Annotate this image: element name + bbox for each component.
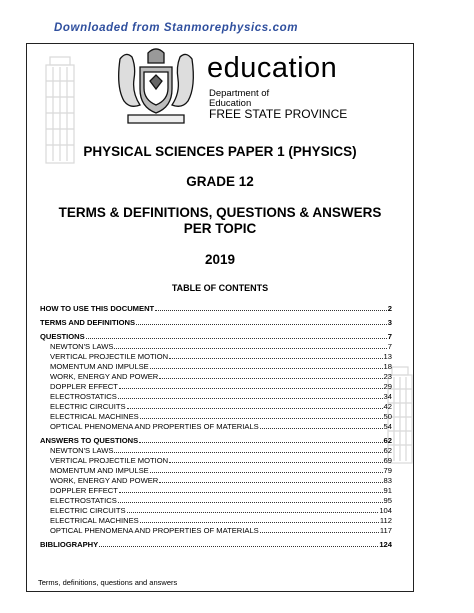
toc-leader xyxy=(155,309,387,311)
toc-label: TERMS AND DEFINITIONS xyxy=(40,318,136,327)
toc-row[interactable] xyxy=(40,476,392,486)
toc-page: 3 xyxy=(387,318,392,327)
toc-row[interactable] xyxy=(40,456,392,466)
toc-page: 112 xyxy=(379,516,392,525)
toc-label: NEWTON'S LAWS xyxy=(50,446,114,455)
toc-leader xyxy=(114,451,382,453)
page-footer: Terms, definitions, questions and answers xyxy=(38,578,178,587)
toc-page: 62 xyxy=(383,446,392,455)
toc-row[interactable] xyxy=(40,304,392,314)
toc-leader xyxy=(169,461,382,463)
toc-row[interactable] xyxy=(40,506,392,516)
toc-page: 50 xyxy=(383,412,392,421)
toc-row[interactable] xyxy=(40,352,392,362)
toc-page: 23 xyxy=(383,372,392,381)
toc-leader xyxy=(260,531,379,533)
toc-label: MOMENTUM AND IMPULSE xyxy=(50,466,149,475)
toc-leader xyxy=(140,521,379,523)
toc-leader xyxy=(159,377,382,379)
toc-row[interactable] xyxy=(40,318,392,328)
toc-leader xyxy=(127,511,379,513)
toc-label: HOW TO USE THIS DOCUMENT xyxy=(40,304,155,313)
education-label: Education xyxy=(209,98,252,109)
toc-label: BIBLIOGRAPHY xyxy=(40,540,99,549)
download-banner[interactable]: Downloaded from Stanmorephysics.com xyxy=(54,22,299,34)
toc-leader xyxy=(260,427,383,429)
toc-row[interactable] xyxy=(40,342,392,352)
toc-label: ANSWERS TO QUESTIONS xyxy=(40,436,139,445)
toc-row[interactable] xyxy=(40,486,392,496)
toc-label: ELECTROSTATICS xyxy=(50,496,117,505)
toc-page: 104 xyxy=(379,506,392,515)
toc-page: 83 xyxy=(383,476,392,485)
toc-leader xyxy=(150,367,383,369)
toc-label: MOMENTUM AND IMPULSE xyxy=(50,362,149,371)
toc-row[interactable] xyxy=(40,516,392,526)
toc-label: QUESTIONS xyxy=(40,332,85,341)
toc-label: ELECTRIC CIRCUITS xyxy=(50,506,126,515)
toc-leader xyxy=(136,323,387,325)
toc-row[interactable] xyxy=(40,362,392,372)
toc-label: ELECTRICAL MACHINES xyxy=(50,516,139,525)
toc-leader xyxy=(159,481,382,483)
toc-leader xyxy=(114,347,386,349)
subtitle-line-1: TERMS & DEFINITIONS, QUESTIONS & ANSWERS xyxy=(58,205,382,220)
toc-label: ELECTRICAL MACHINES xyxy=(50,412,139,421)
toc-label: DOPPLER EFFECT xyxy=(50,486,118,495)
education-logo-word: education xyxy=(207,52,338,84)
toc-row[interactable] xyxy=(40,422,392,432)
toc-leader xyxy=(140,417,383,419)
toc-row[interactable] xyxy=(40,382,392,392)
toc-row[interactable] xyxy=(40,466,392,476)
toc-page: 7 xyxy=(387,342,392,351)
toc-row[interactable] xyxy=(40,392,392,402)
toc-row[interactable] xyxy=(40,412,392,422)
toc-label: WORK, ENERGY AND POWER xyxy=(50,372,159,381)
toc-row[interactable] xyxy=(40,540,392,550)
toc-row[interactable] xyxy=(40,332,392,342)
toc-row[interactable] xyxy=(40,446,392,456)
toc-leader xyxy=(86,337,387,339)
toc-page: 29 xyxy=(383,382,392,391)
toc-label: NEWTON'S LAWS xyxy=(50,342,114,351)
toc-page: 13 xyxy=(383,352,392,361)
toc-label: VERTICAL PROJECTILE MOTION xyxy=(50,352,169,361)
province-label: FREE STATE PROVINCE xyxy=(209,107,348,121)
toc-leader xyxy=(118,397,383,399)
department-of-label: Department of xyxy=(209,88,270,99)
toc-page: 34 xyxy=(383,392,392,401)
paper-title: PHYSICAL SCIENCES PAPER 1 (PHYSICS) xyxy=(83,144,357,159)
toc-page: 7 xyxy=(387,332,392,341)
year-title: 2019 xyxy=(204,252,236,267)
toc-leader xyxy=(127,407,383,409)
toc-leader xyxy=(139,441,382,443)
toc-page: 124 xyxy=(379,540,392,549)
toc-page: 95 xyxy=(383,496,392,505)
toc-heading: TABLE OF CONTENTS xyxy=(171,283,269,293)
toc-label: WORK, ENERGY AND POWER xyxy=(50,476,159,485)
grade-title: GRADE 12 xyxy=(186,174,254,189)
toc-page: 2 xyxy=(387,304,392,313)
toc-leader xyxy=(99,545,378,547)
toc-page: 69 xyxy=(383,456,392,465)
toc-leader xyxy=(118,501,383,503)
toc-label: ELECTRIC CIRCUITS xyxy=(50,402,126,411)
toc-leader xyxy=(119,491,383,493)
toc-row[interactable] xyxy=(40,526,392,536)
toc-row[interactable] xyxy=(40,402,392,412)
toc-row[interactable] xyxy=(40,436,392,446)
toc-leader xyxy=(169,357,382,359)
toc-leader xyxy=(119,387,383,389)
toc-page: 79 xyxy=(383,466,392,475)
subtitle-line-2: PER TOPIC xyxy=(183,221,257,236)
toc-row[interactable] xyxy=(40,496,392,506)
toc-page: 18 xyxy=(383,362,392,371)
toc-page: 42 xyxy=(383,402,392,411)
coat-of-arms-icon xyxy=(110,45,202,127)
toc-label: VERTICAL PROJECTILE MOTION xyxy=(50,456,169,465)
toc-page: 91 xyxy=(383,486,392,495)
toc-label: OPTICAL PHENOMENA AND PROPERTIES OF MATERIALS xyxy=(50,422,259,431)
toc-page: 62 xyxy=(383,436,392,445)
toc-label: OPTICAL PHENOMENA AND PROPERTIES OF MATERIALS xyxy=(50,526,259,535)
toc-page: 54 xyxy=(383,422,392,431)
toc-label: DOPPLER EFFECT xyxy=(50,382,118,391)
toc-label: ELECTROSTATICS xyxy=(50,392,117,401)
toc-leader xyxy=(150,471,383,473)
toc-row[interactable] xyxy=(40,372,392,382)
toc-page: 117 xyxy=(379,526,392,535)
